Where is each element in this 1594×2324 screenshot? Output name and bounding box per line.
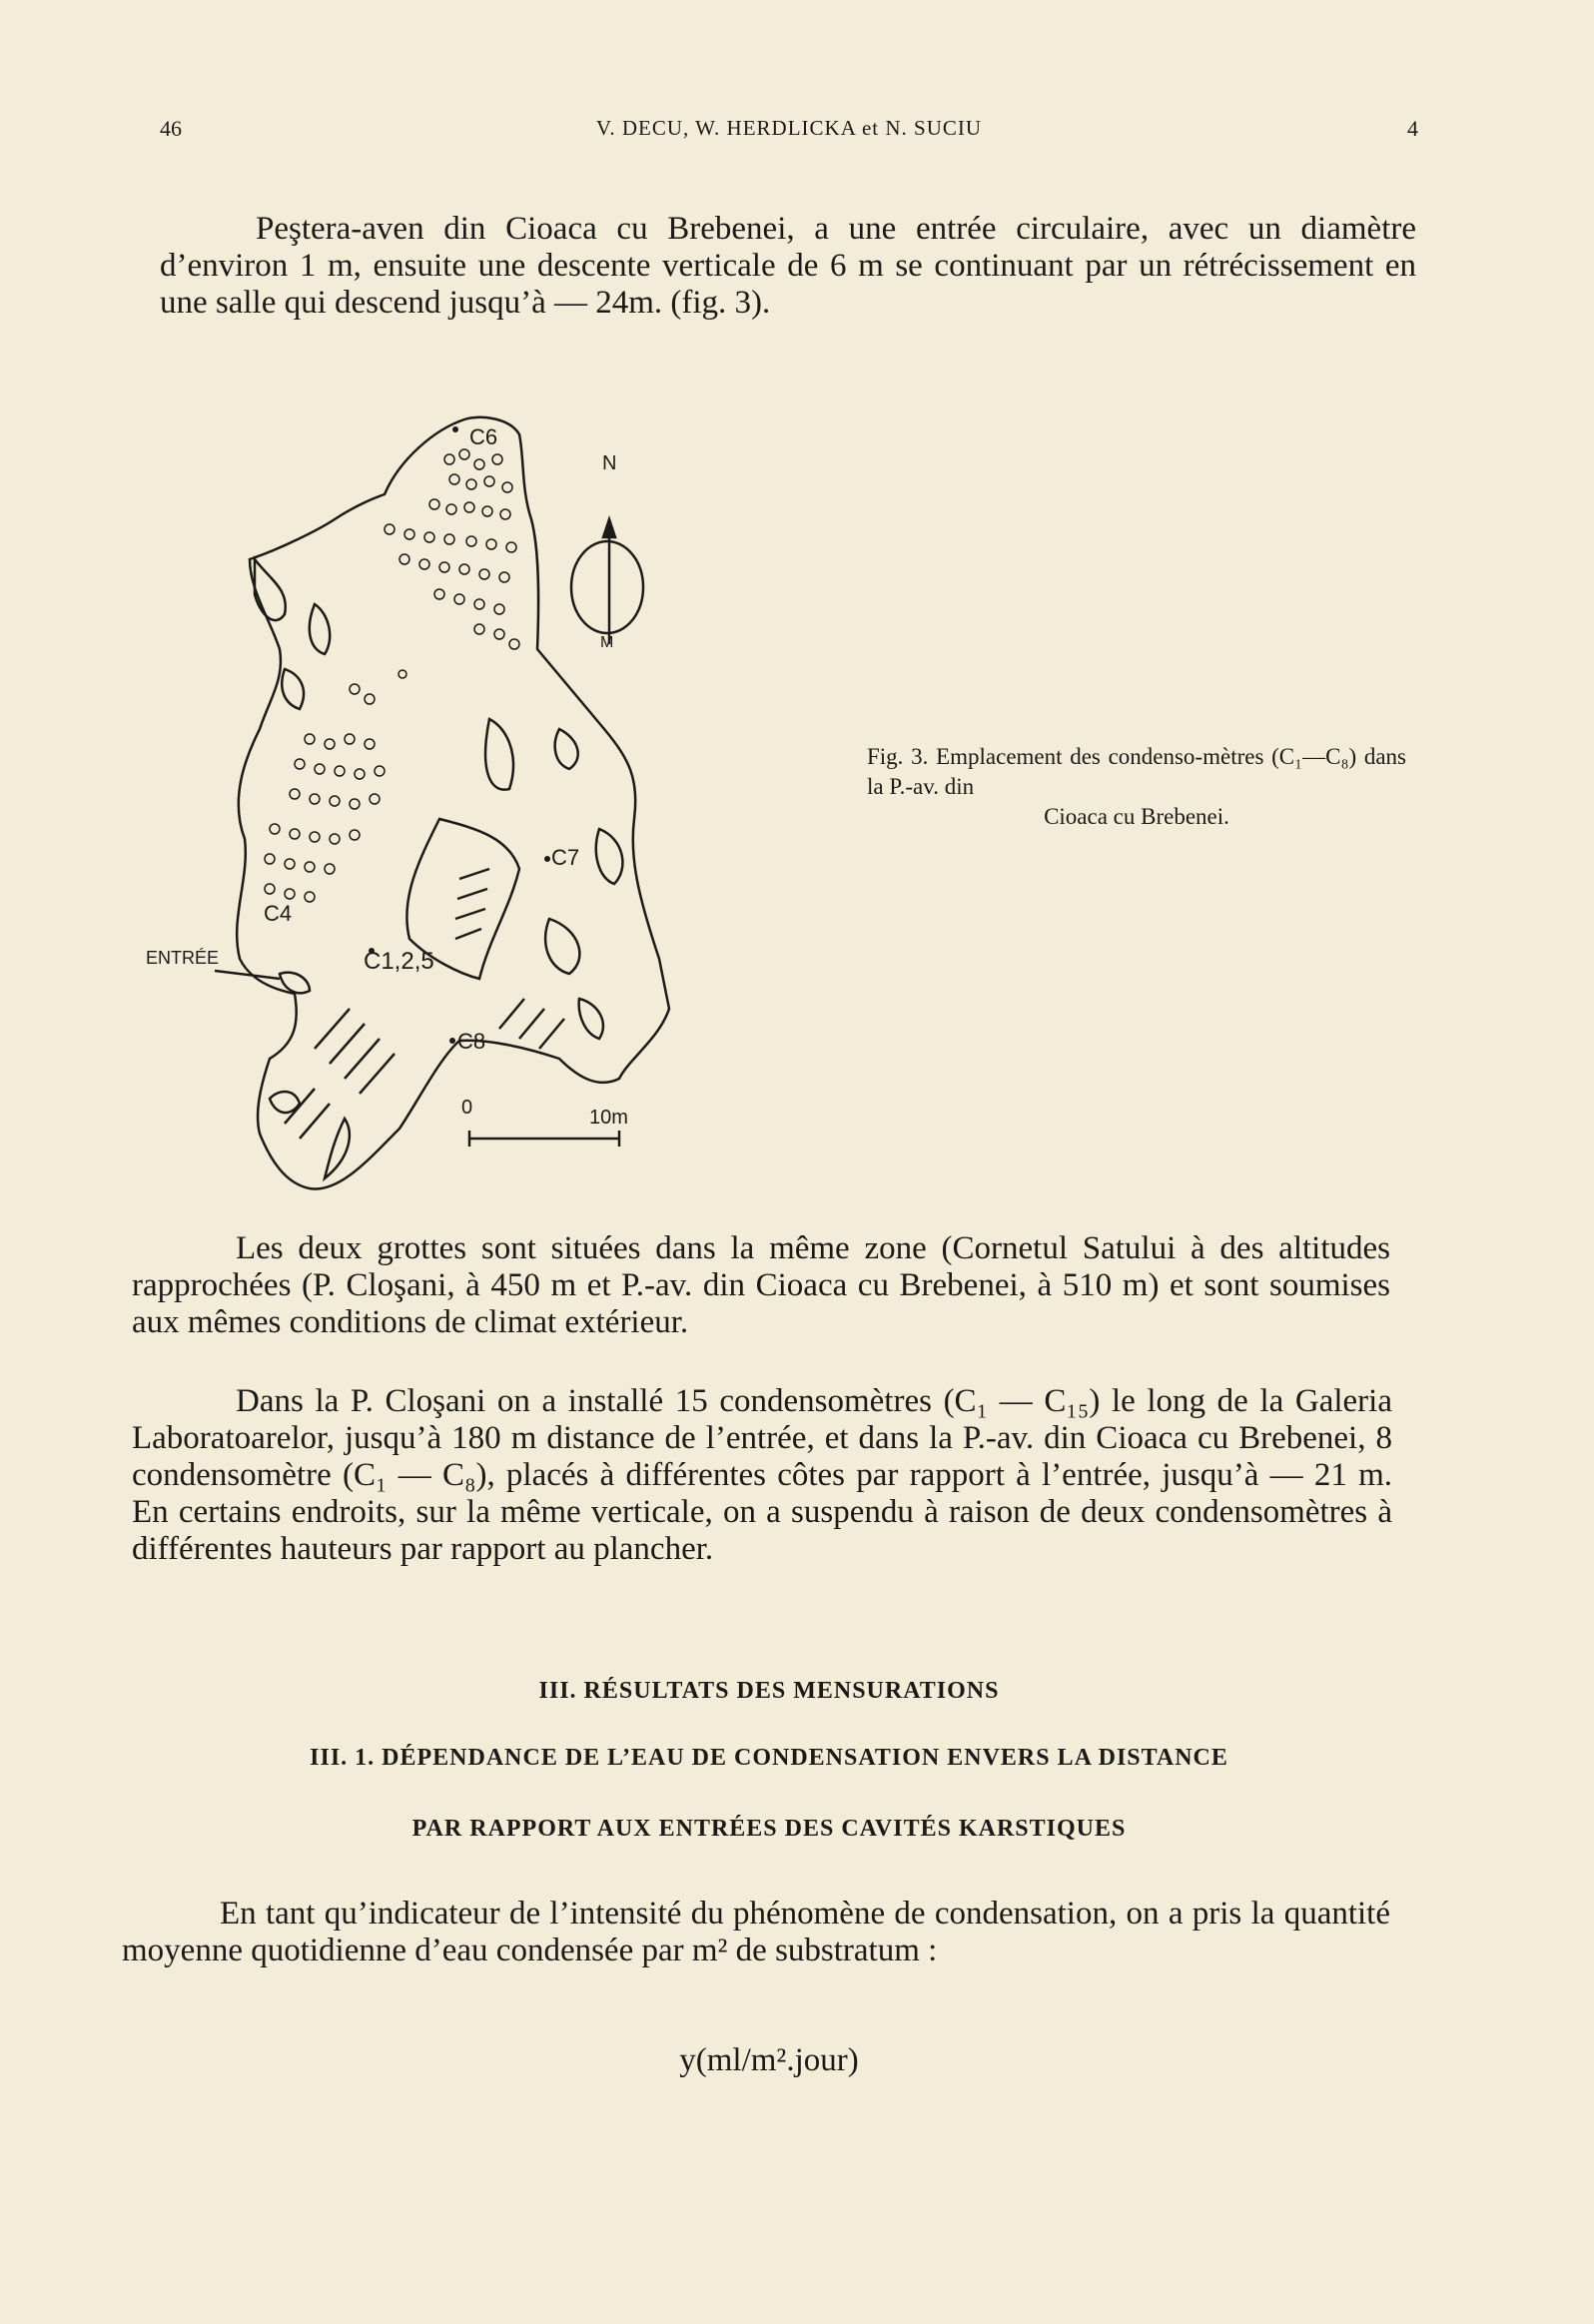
label-south: M xyxy=(600,634,614,651)
figure-caption xyxy=(867,742,1406,832)
north-arrowhead xyxy=(603,519,615,537)
label-north: N xyxy=(602,452,617,474)
cave-map-figure xyxy=(146,399,739,1198)
paragraph-indicator: En tant qu’indicateur de l’intensité du phénomène de condensation, on a pris la quantité moyenne quotidienne d’eau condensée par m² de substratum : xyxy=(122,1896,1390,1968)
inner-chamber xyxy=(485,719,513,790)
running-header xyxy=(160,116,1418,150)
subsection-heading-line1: III. 1. DÉPENDANCE DE L’EAU DE CONDENSATION ENVERS LA DISTANCE xyxy=(310,1745,1228,1771)
label-c8: C8 xyxy=(457,1029,486,1054)
authors-header: V. DECU, W. HERDLICKA et N. SUCIU xyxy=(595,116,983,140)
paragraph-cave-description: Peştera-aven din Cioaca cu Brebenei, a une entrée circulaire, avec un diamètre d’environ 1 m, ensuite une descente verticale de 6 m se continuant par un rétrécissement en une salle qui descend jusqu’à — 24m. (fig. 3). xyxy=(160,211,1416,321)
label-c4: C4 xyxy=(264,901,293,926)
label-scale-zero: 0 xyxy=(461,1097,473,1119)
label-c6: C6 xyxy=(469,424,498,449)
inner-chamber xyxy=(255,559,286,620)
inner-chamber xyxy=(325,1119,350,1178)
entrance-opening xyxy=(280,973,310,994)
inner-chamber xyxy=(555,729,578,769)
label-c125: C1,2,5 xyxy=(364,948,434,975)
paragraph-condensometers: Dans la P. Cloşani on a installé 15 condensomètres (C₁ — C₁₅) le long de la Galeria Laboratoarelor, jusqu’à 180 m distance de l’entrée, et dans la P.-av. din Cioaca cu Brebenei, 8 condensomètre (C₁ — C₈), placés à différentes côtes par rapport à l’entrée, jusqu’à — 21 m. En certains endroits, sur la même verticale, on a suspendu à raison de deux condensomètres à différentes hauteurs par rapport au plancher. xyxy=(132,1383,1392,1567)
compass-circle xyxy=(571,541,643,633)
subsection-heading-line2: PAR RAPPORT AUX ENTRÉES DES CAVITÉS KARSTIQUES xyxy=(411,1816,1127,1842)
section-heading-results: III. RÉSULTATS DES MENSURATIONS xyxy=(538,1678,1000,1704)
label-c7: C7 xyxy=(551,845,580,870)
page-number: 46 xyxy=(160,116,182,141)
paragraph-caves-location: Les deux grottes sont situées dans la même zone (Cornetul Satului à des altitudes rapprochées (P. Cloşani, à 450 m et P.-av. din Cioaca cu Brebenei, à 510 m) et sont soumises aux mêmes conditions de climat extérieur. xyxy=(132,1230,1390,1340)
inner-chamber xyxy=(596,829,623,884)
inner-chamber xyxy=(579,999,603,1039)
inner-chamber xyxy=(282,669,304,709)
cave-map-drawing xyxy=(146,399,739,1198)
section-number: 4 xyxy=(1407,116,1418,141)
figure-caption-line2: Cioaca cu Brebenei. xyxy=(1044,804,1229,829)
entrance-pointer xyxy=(215,971,280,979)
inner-chamber xyxy=(545,919,579,974)
label-entrance: ENTRÉE xyxy=(146,948,220,968)
inner-chamber xyxy=(310,604,330,654)
label-scale-ten: 10m xyxy=(589,1107,628,1129)
figure-caption-line1: Fig. 3. Emplacement des condenso-mètres (C₁—C₈) dans la P.-av. din xyxy=(867,744,1406,799)
formula: y(ml/m².jour) xyxy=(679,2042,859,2078)
